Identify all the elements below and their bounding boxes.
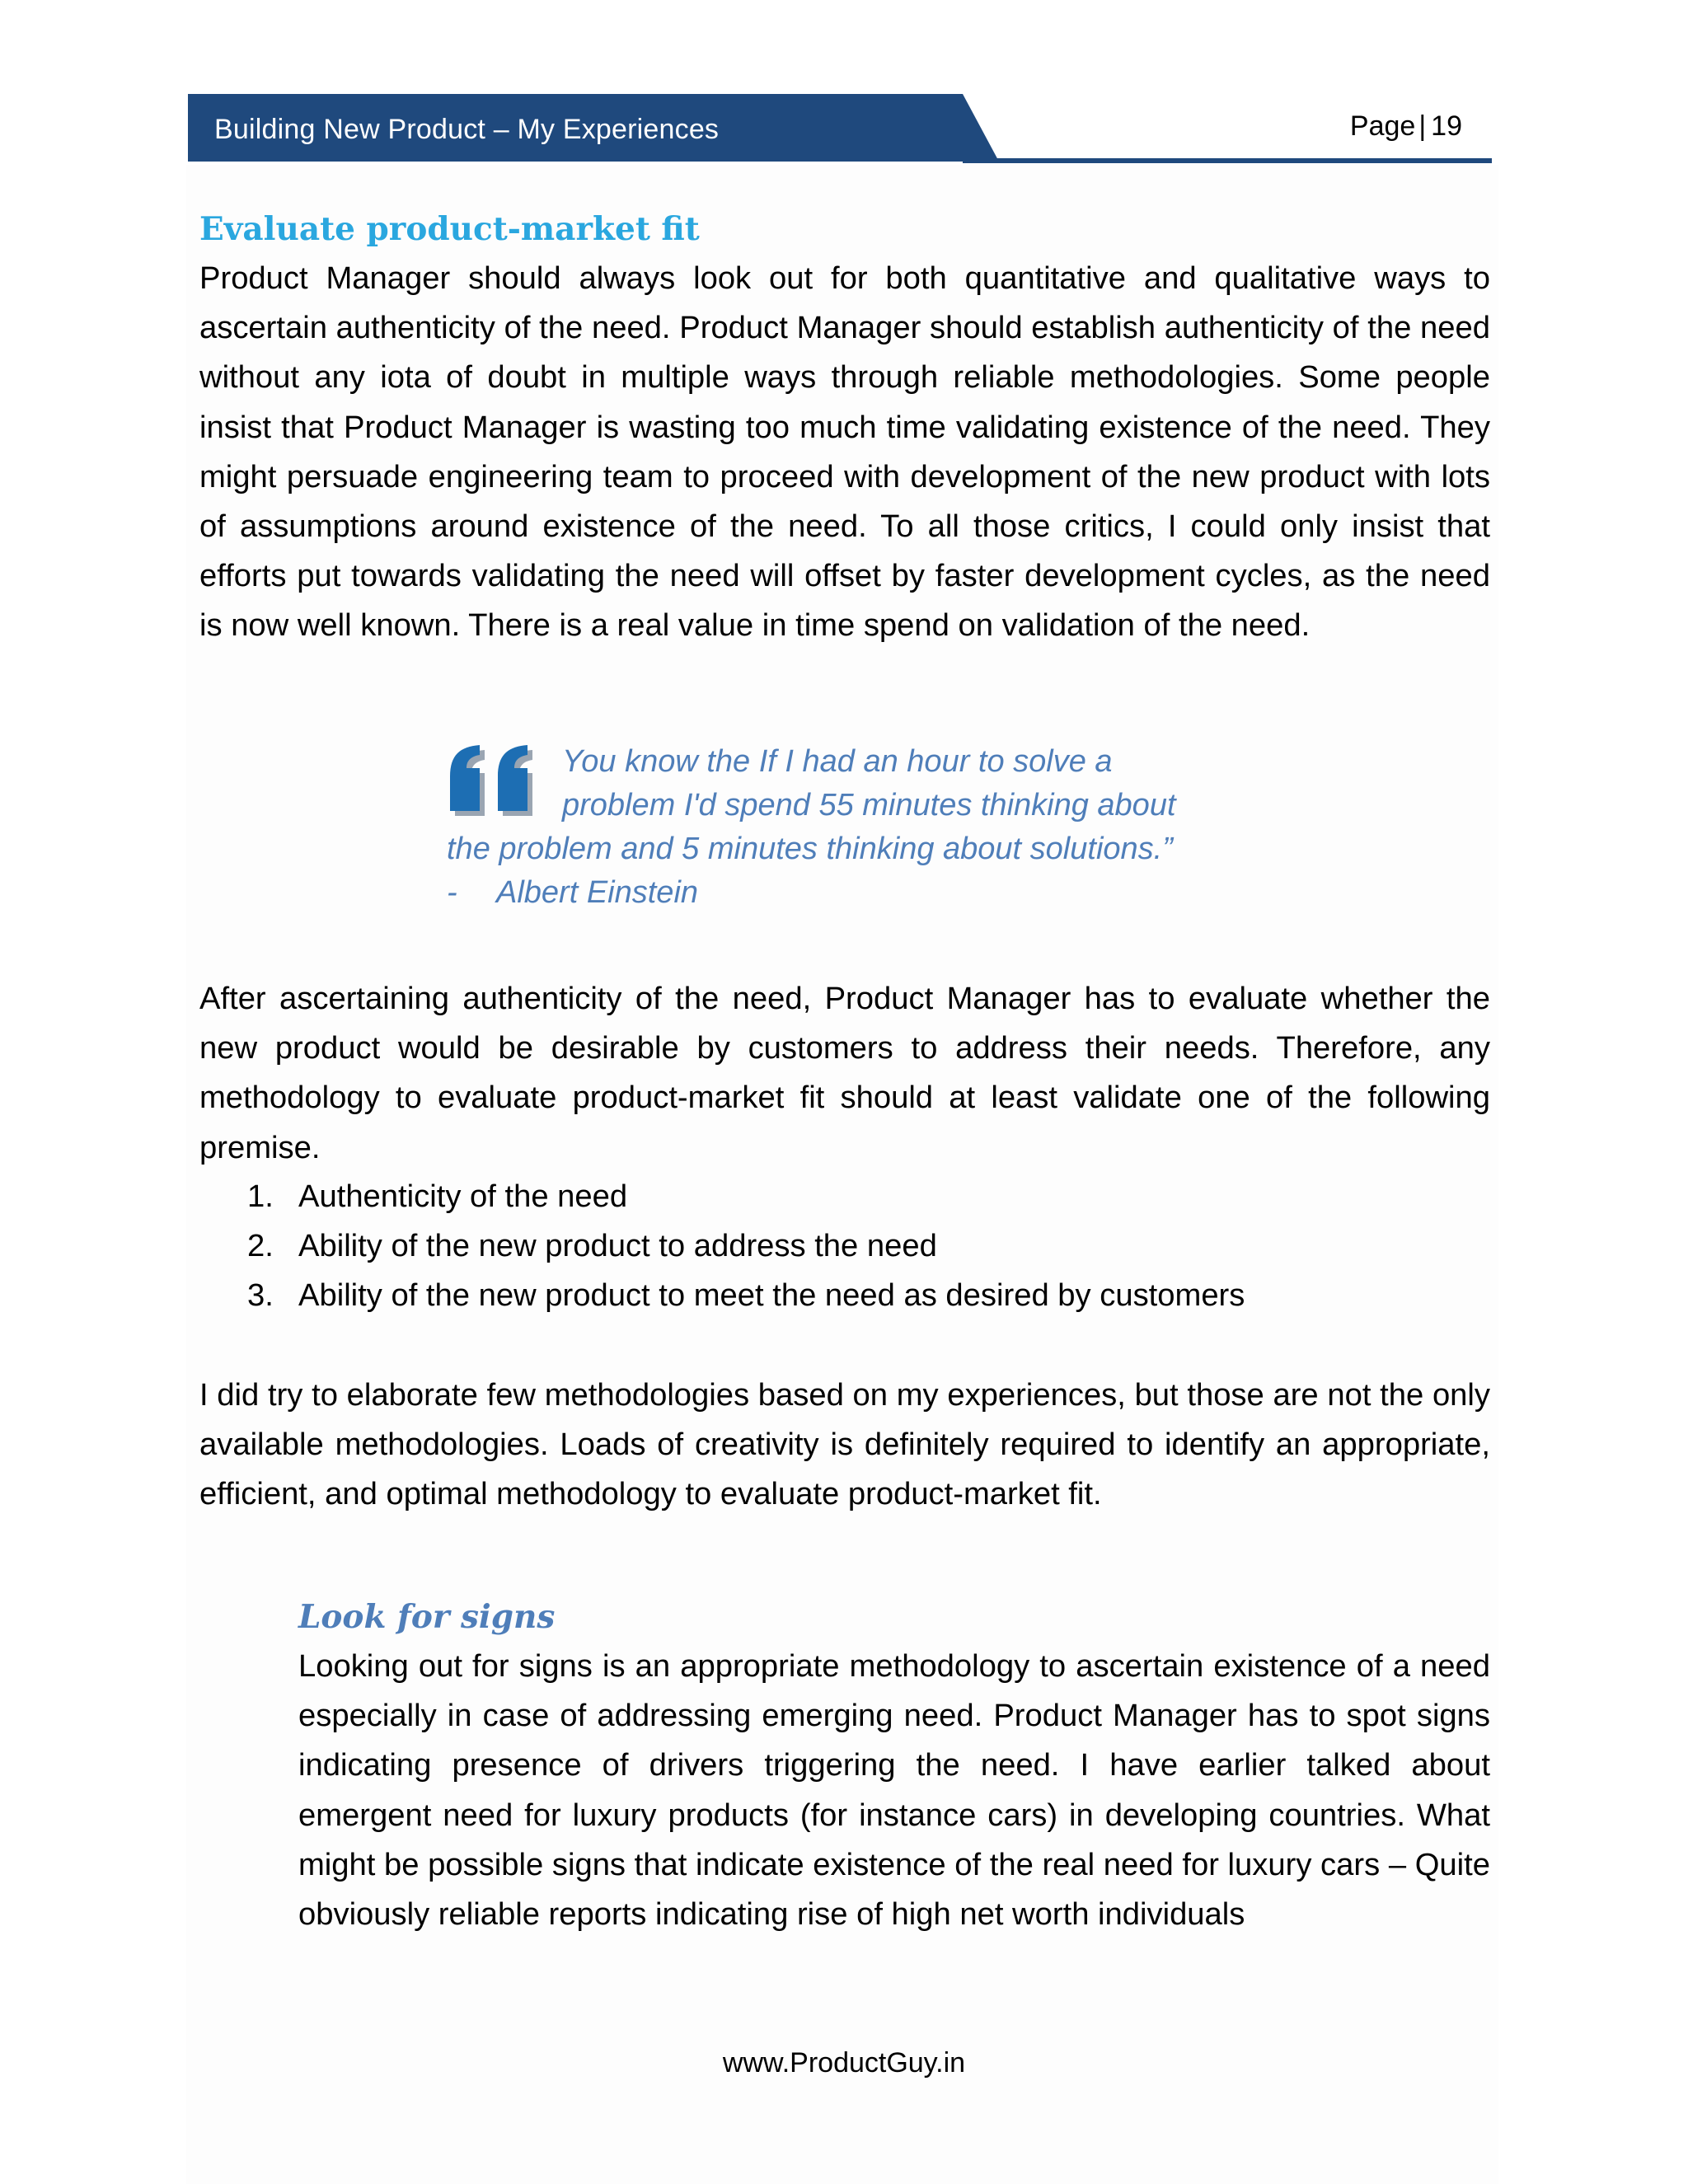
quote-line-1: You know the If I had an hour to solve a [562, 744, 1113, 779]
look-for-signs-section [298, 1592, 1490, 1939]
list-item-number: 1. [247, 1179, 274, 1214]
page-header [188, 94, 1492, 166]
quote-author-name: Albert Einstein [496, 875, 699, 910]
list-item-number: 3. [247, 1277, 274, 1314]
premise-paragraph: After ascertaining authenticity of the need, Product Manager has to evaluate whether the new product would be desirable by customers to address their needs. Therefore, any methodology to evaluate product-market fit should at least validate one of the following premise. [199, 981, 1490, 1165]
page-separator: | [1418, 110, 1427, 142]
page-number-block [1350, 110, 1462, 143]
header-title: Building New Product – My Experiences [214, 114, 720, 145]
subsection-heading: Look for signs [298, 1598, 556, 1636]
header-rule [963, 158, 1492, 163]
list-item-number: 2. [247, 1228, 274, 1264]
quote-mark-icon [447, 743, 539, 832]
quote-line-2: problem I'd spend 55 minutes thinking about [562, 788, 1176, 823]
intro-paragraph: Product Manager should always look out for both quantitative and qualitative ways to ascertain authenticity of the need. Product Manager should establish authenticity of the need without any iota of doubt in multiple ways through reliable methodologies. Some people insist that Product Manager is wasting too much time validating existence of the need. They might persuade engineering team to proceed with development of the new product with lots of assumptions around existence of the need. To all those critics, I could only insist that efforts put towards validating the need will offset by faster development cycles, as the need is now well known. There is a real value in time spend on validation of the need. [199, 260, 1490, 644]
quote-line-3: the problem and 5 minutes thinking about solutions.” [447, 832, 1173, 866]
quote-author [447, 871, 1238, 915]
list-item-text: Ability of the new product to address the need [298, 1228, 937, 1264]
page-footer: www.ProductGuy.in [722, 2047, 966, 2079]
list-item-text: Ability of the new product to meet the need as desired by customers [298, 1277, 1245, 1314]
pull-quote [447, 740, 1238, 915]
list-item-text: Authenticity of the need [298, 1179, 628, 1214]
methodologies-note [199, 1371, 1490, 1520]
section-heading: Evaluate product-market fit [199, 210, 700, 248]
list-item [247, 1172, 1245, 1221]
premise-list [247, 1172, 1245, 1321]
list-item [247, 1221, 1245, 1271]
quote-author-dash: - [447, 875, 457, 910]
methodology-content [199, 974, 1490, 1173]
page-label: Page [1349, 110, 1416, 142]
list-item [247, 1271, 1245, 1320]
methodologies-paragraph: I did try to elaborate few methodologies based on my experiences, but those are not the only available methodologies. Loads of creativity is definitely required to identify an appropriate, efficient, and optimal methodology to evaluate product-market fit. [199, 1377, 1490, 1512]
main-content [199, 204, 1490, 651]
page-number: 19 [1431, 110, 1462, 142]
signs-paragraph: Looking out for signs is an appropriate methodology to ascertain existence of a need especially in case of addressing emerging need. Product Manager has to spot signs indicating presence of drivers triggering the need. I have earlier talked about emergent need for luxury products (for instance cars) in developing countries. What might be possible signs that indicate existence of the real need for luxury cars – Quite obviously reliable reports indicating rise of high net worth individuals [298, 1648, 1490, 1933]
